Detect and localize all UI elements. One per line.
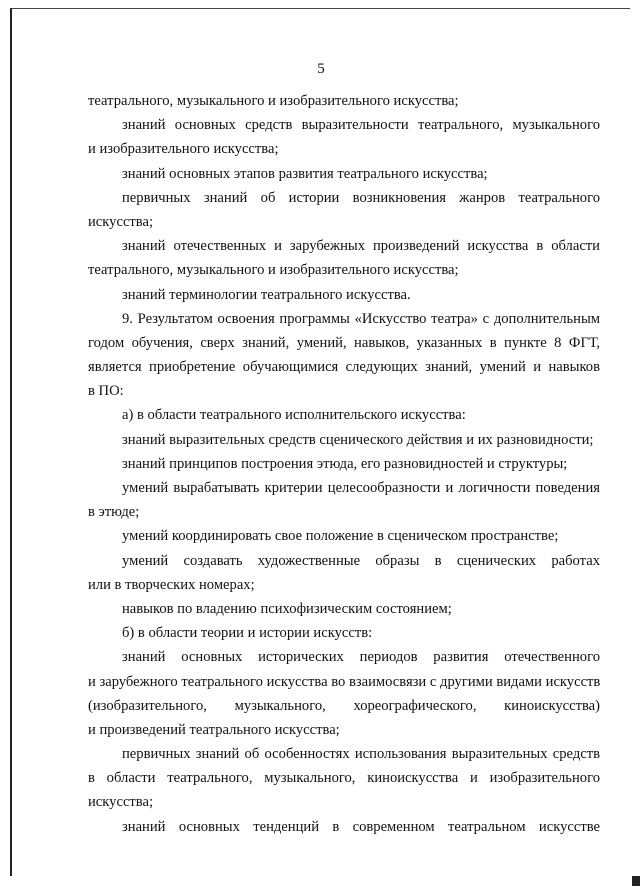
text-line: а) в области театрального исполнительского искусства: [122, 407, 466, 424]
text-line: театрального, музыкального и изобразительного искусства; [88, 93, 459, 109]
text-line: искусства; [88, 213, 154, 230]
text-line: в этюде; [88, 504, 140, 521]
text-line: искусства; [88, 794, 154, 811]
text-line: первичных знаний об истории возникновения жанров театрального [122, 189, 600, 206]
text-line: и изобразительного искусства; [88, 141, 279, 158]
text-line: знаний основных тенденций в современном театральном искусстве [122, 818, 600, 835]
text-line: в области театрального, музыкального, киноискусства и изобразительного [88, 770, 600, 787]
text-line: театрального, музыкального и изобразительного искусства; [88, 262, 459, 279]
text-line: б) в области теории и истории искусств: [122, 625, 373, 642]
text-line: знаний терминологии театрального искусства. [122, 286, 411, 303]
text-line: первичных знаний об особенностях использования выразительных средств [122, 746, 600, 763]
text-line: умений создавать художественные образы в сценических работах [122, 552, 600, 569]
page-number: 5 [317, 61, 325, 77]
text-line: умений координировать свое положение в сценическом пространстве; [122, 528, 559, 545]
text-line: или в творческих номерах; [88, 576, 255, 593]
document-page [10, 8, 630, 876]
scan-corner-mark [632, 876, 640, 886]
text-line: знаний основных средств выразительности театрального, музыкального [122, 117, 600, 134]
text-line: и произведений театрального искусства; [88, 721, 340, 738]
text-line: годом обучения, сверх знаний, умений, навыков, указанных в пункте 8 ФГТ, [88, 334, 600, 351]
text-line: в ПО: [88, 383, 124, 400]
document-body [88, 89, 600, 839]
text-line: 9. Результатом освоения программы «Искусство театра» с дополнительным [122, 310, 600, 327]
text-line: знаний отечественных и зарубежных произведений искусства в области [122, 238, 600, 255]
text-line: навыков по владению психофизическим состоянием; [122, 600, 452, 617]
text-line: знаний основных исторических периодов развития отечественного [122, 649, 600, 666]
text-line: знаний принципов построения этюда, его разновидностей и структуры; [122, 455, 568, 472]
text-line: умений вырабатывать критерии целесообразности и логичности поведения [122, 480, 600, 496]
text-line: является приобретение обучающимися следующих знаний, умений и навыков [88, 359, 600, 376]
text-line: (изобразительного, музыкального, хореографического, киноискусства) [88, 697, 600, 714]
text-line: знаний основных этапов развития театрального искусства; [122, 165, 488, 182]
text-line: знаний выразительных средств сценического действия и их разновидности; [122, 431, 594, 448]
text-line: и зарубежного театрального искусства во взаимосвязи с другими видами искусств [88, 673, 600, 690]
